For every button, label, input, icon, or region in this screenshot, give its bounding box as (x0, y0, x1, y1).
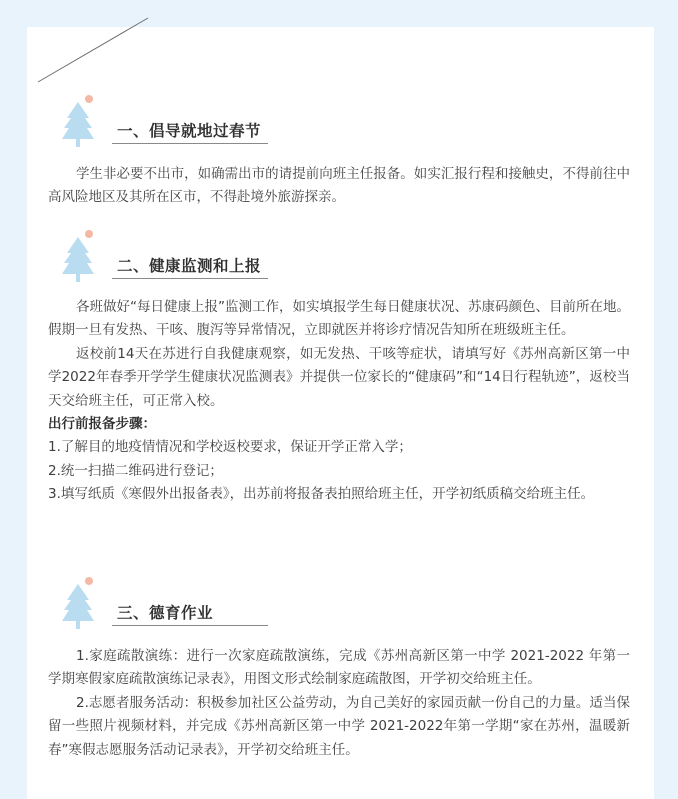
section-1-body (48, 163, 630, 210)
section-3-body (48, 645, 630, 762)
section-2-underline (112, 278, 268, 279)
section-1-paragraph-1: 学生非必要不出市，如确需出市的请提前向班主任报备。如实汇报行程和接触史，不得前往中高风险地区及其所在区市，不得赴境外旅游探亲。 (48, 166, 630, 206)
step-item-2: 2.统一扫描二维码进行登记； (48, 462, 223, 479)
section-3-underline (112, 625, 268, 626)
section-1-header (60, 94, 360, 154)
section-2-paragraph-1: 各班做好“每日健康上报”监测工作，如实填报学生每日健康状况、苏康码颜色、目前所在地。假期一旦有发热、干咳、腹泻等异常情况，立即就医并将诊疗情况告知所在班级班主任。 (48, 299, 630, 339)
section-2-body (48, 296, 630, 507)
steps-title: 出行前报备步骤： (48, 416, 156, 433)
section-3-header (60, 576, 360, 636)
section-2-title: 二、健康监测和上报 (117, 257, 262, 275)
section-3-title: 三、德育作业 (117, 604, 214, 622)
tree-icon (60, 94, 100, 150)
section-1-underline (112, 143, 268, 144)
tree-icon (60, 576, 100, 632)
section-3-paragraph-1: 1.家庭疏散演练：进行一次家庭疏散演练，完成《苏州高新区第一中学 2021-2022 年第一学期寒假家庭疏散演练记录表》，用图文形式绘制家庭疏散图，开学初交给班主任。 (48, 648, 630, 688)
tree-icon (60, 229, 100, 285)
section-3-paragraph-2: 2.志愿者服务活动：积极参加社区公益劳动，为自己美好的家园贡献一份自己的力量。适当保留一些照片视频材料，并完成《苏州高新区第一中学 2021-2022年第一学期“家在苏州，温暖新春”寒假志愿服务活动记录表》，开学初交给班主任。 (48, 694, 630, 758)
section-1-title: 一、倡导就地过春节 (117, 122, 262, 140)
step-item-3: 3.填写纸质《寒假外出报备表》，出苏前将报备表拍照给班主任，开学初纸质稿交给班主任。 (48, 486, 595, 503)
section-2-paragraph-2: 返校前14天在苏进行自我健康观察，如无发热、干咳等症状，请填写好《苏州高新区第一中学2022年春季开学学生健康状况监测表》并提供一位家长的“健康码”和“14日行程轨迹”，返校当天交给班主任，可正常入校。 (48, 345, 630, 409)
step-item-1: 1.了解目的地疫情情况和学校返校要求，保证开学正常入学； (48, 439, 412, 456)
decorative-diagonal-line (36, 16, 151, 84)
section-2-header (60, 229, 360, 289)
